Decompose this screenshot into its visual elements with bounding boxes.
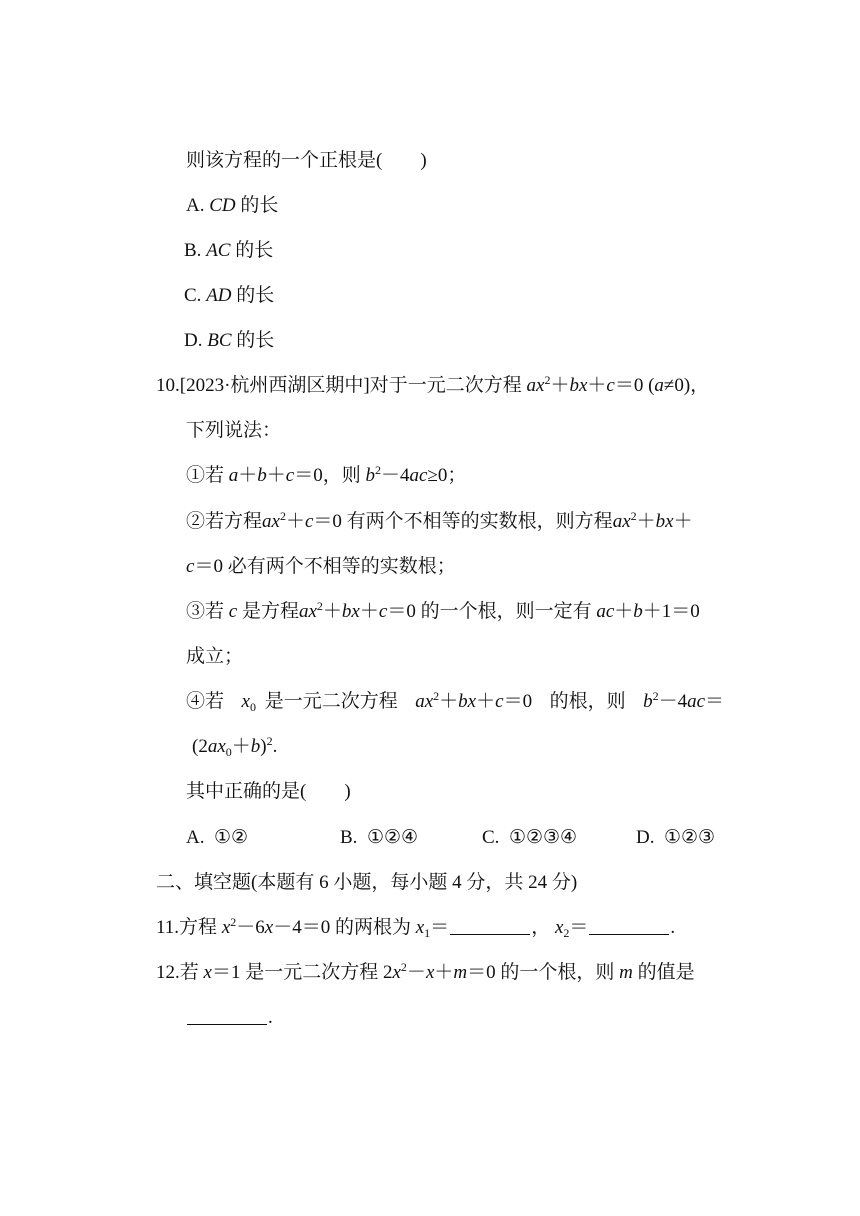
q10-statement-4: ④若 $x_0$ 是一元二次方程 $ax^2+bx+c=0$ 的根，则 $b^2-4ac=$ [186, 689, 725, 714]
math-equation: x＝1 [203, 962, 241, 983]
math-equation: $x^2-6x-4=0$ [221, 915, 331, 938]
q10-choice-d[interactable]: D. ①②③ [636, 827, 716, 848]
q9-option-b[interactable]: B. AC 的长 [184, 240, 274, 261]
q10-statement-4-cont [192, 735, 277, 759]
q9-option-d[interactable]: D. BC 的长 [184, 330, 275, 351]
math-equation: $b^2-4ac=$ [643, 689, 725, 712]
math-expression: $(2ax_0+b)^2$. [192, 734, 278, 759]
math-inequality: $b^2-4ac\ge 0$； [365, 463, 467, 486]
math-variable: m [619, 962, 633, 983]
math-variable: $x_2=$ [554, 917, 589, 940]
math-equation: a＋b＋c＝0 [228, 465, 323, 486]
answer-blank-1[interactable] [450, 918, 530, 935]
math-variable: x [241, 691, 250, 712]
q10-statement-2-cont: c＝0 必有两个不相等的实数根； [186, 556, 456, 577]
q11: 11.方程 $x^2-6x-4=0$ 的两根为 $x_1=$ ， $x_2=$ . [156, 915, 676, 940]
q10-choice-b[interactable]: B. ①②④ [340, 827, 419, 848]
answer-blank-2[interactable] [589, 918, 669, 935]
math-equation: ac＋b＋1＝0 [596, 601, 700, 622]
q10-intro-cont: 下列说法： [186, 420, 282, 441]
q10-choice-c[interactable]: C. ①②③④ [482, 827, 578, 848]
q10-heading: 10.[2023·杭州西湖区期中]对于一元二次方程 $ax^2+bx+c=0$ (a≠0)， [156, 373, 710, 396]
question-number: 10. [156, 375, 180, 396]
q10-statement-3-cont: 成立； [186, 646, 244, 667]
q10-choice-a[interactable]: A. ①② [186, 827, 249, 848]
math-equation: $ax^2+bx+$ [612, 509, 693, 532]
q9-option-c[interactable]: C. AD 的长 [184, 285, 275, 306]
q10-statement-2: ②若方程$ax^2+c=0$ 有两个不相等的实数根，则方程$ax^2+bx+$ [186, 509, 693, 532]
q9-option-a[interactable]: A. CD 的长 [186, 195, 279, 216]
math-equation: $ax^2+bx+c=0$ (a≠0)， [526, 373, 710, 396]
math-equation: $ax^2+bx+c=0$ [298, 599, 416, 622]
question-number: 11. [156, 917, 180, 938]
q10-question: 其中正确的是( ) [186, 781, 351, 802]
q10-statement-1: ①若 a＋b＋c＝0，则 $b^2-4ac\ge 0$； [186, 463, 467, 486]
question-source: [2023·杭州西湖区期中] [179, 375, 370, 396]
q12-cont: . [186, 1006, 273, 1030]
math-equation: $ax^2+c=0$ [262, 509, 342, 532]
math-variable: c [228, 601, 238, 622]
question-number: 12. [156, 962, 180, 983]
section-title: 二、填空题(本题有 6 小题，每小题 4 分，共 24 分) [156, 872, 578, 893]
math-equation: $ax^2+bx+c=0$ [415, 689, 533, 712]
q9-stem: 则该方程的一个正根是( ) [186, 150, 427, 171]
math-variable: $x_1=$ [415, 917, 450, 940]
q10-statement-3: ③若 c 是方程$ax^2+bx+c=0$ 的一个根，则一定有 ac＋b＋1＝0 [186, 599, 700, 622]
math-equation: c＝0 [186, 556, 223, 577]
q12: 12.若 x＝1 是一元二次方程 $2x^2-x+m=0$ 的一个根，则 m 的值是 [156, 960, 695, 983]
math-equation: $2x^2-x+m=0$ [382, 960, 496, 983]
answer-blank-3[interactable] [187, 1008, 267, 1025]
